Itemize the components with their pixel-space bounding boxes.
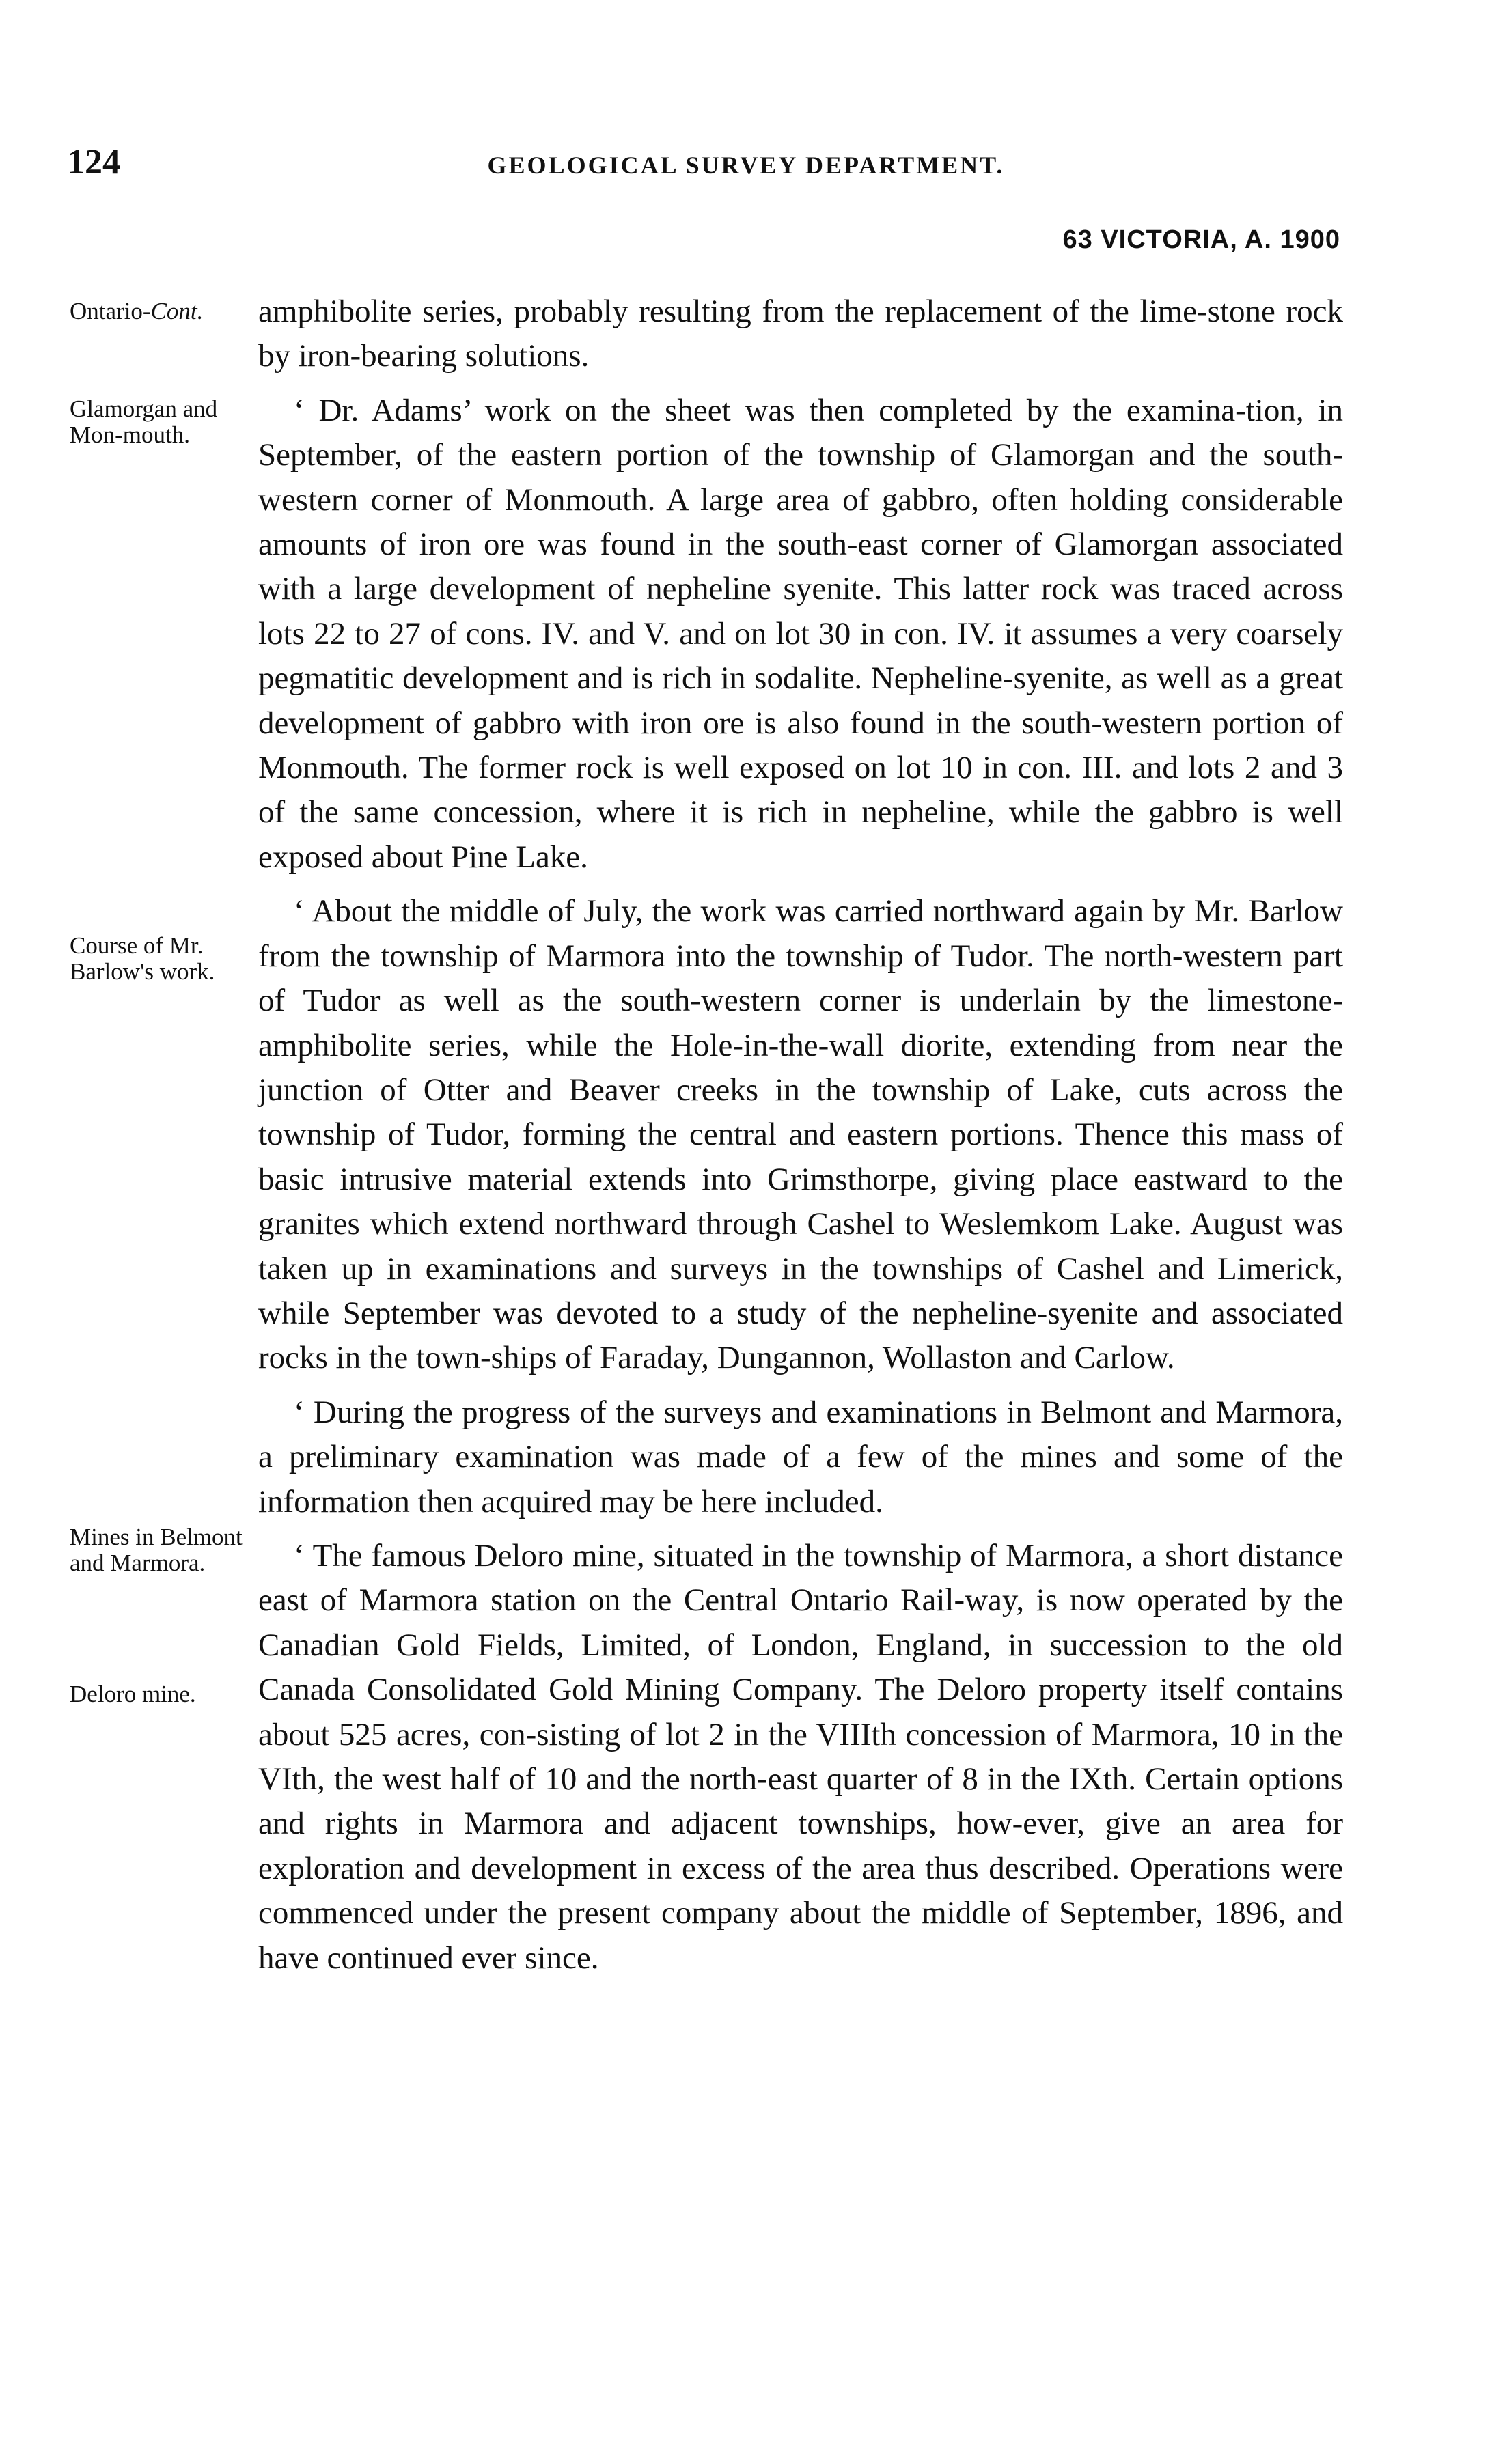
body-text [258,290,1343,1990]
session-designation: 63 VICTORIA, A. 1900 [1062,225,1340,254]
sidenote-barlow-work: Course of Mr. Barlow's work. [70,932,215,985]
paragraph-barlow: ‘ About the middle of July, the work was carried northward again by Mr. Barlow from the township of Marmora into the township of Tudor. The north-western part of Tudor as well as the south-western corner is underlain by the limestone-amphibolite series, while the Hole-in-the-wall diorite, extending from near the junction of Otter and Beaver creeks in the township of Lake, cuts across the township of Tudor, forming the central and eastern portions. Thence this mass of basic intrusive material extends into Grimsthorpe, giving place eastward to the granites which extend northward through Cashel to Weslemkom Lake. August was taken up in examinations and surveys in the townships of Cashel and Limerick, while September was devoted to a study of the nepheline-syenite and associated rocks in the town-ships of Faraday, Dungannon, Wollaston and Carlow. [258,893,1343,1376]
paragraph-continuation: amphibolite series, probably resulting from the replacement of the lime-stone rock by iron-bearing solutions. [258,294,1343,374]
paragraph-mines: ‘ During the progress of the surveys and examinations in Belmont and Marmora, a preliminary examination was made of a few of the mines and some of the information then acquired may be here included. [258,1394,1343,1520]
page-number: 124 [67,143,120,182]
sidenote-suffix: Cont. [150,298,204,324]
sidenote-prefix: Ontario- [70,298,151,324]
sidenote-deloro-mine: Deloro mine. [70,1681,196,1707]
sidenote-glamorgan-monmouth: Glamorgan and Mon-mouth. [70,395,218,448]
sidenote-mines-belmont-marmora: Mines in Belmont and Marmora. [70,1524,243,1576]
sidenote-ontario-cont [70,298,254,324]
running-title: GEOLOGICAL SURVEY DEPARTMENT. [487,152,1005,179]
paragraph-glamorgan: ‘ Dr. Adams’ work on the sheet was then completed by the examina-tion, in September, of the eastern portion of the township of Glamorgan and the south-western corner of Monmouth. A large area of gabbro, often holding considerable amounts of iron ore was found in the south-east corner of Glamorgan associated with a large development of nepheline syenite. This latter rock was traced across lots 22 to 27 of cons. IV. and V. and on lot 30 in con. IV. it assumes a very coarsely pegmatitic development and is rich in sodalite. Nepheline-syenite, as well as a great development of gabbro with iron ore is also found in the south-western portion of Monmouth. The former rock is well exposed on lot 10 in con. III. and lots 2 and 3 of the same concession, where it is rich in nepheline, while the gabbro is well exposed about Pine Lake. [258,392,1343,875]
paragraph-deloro: ‘ The famous Deloro mine, situated in the township of Marmora, a short distance east of Marmora station on the Central Ontario Rail-way, is now operated by the Canadian Gold Fields, Limited, of London, England, in succession to the old Canada Consolidated Gold Mining Company. The Deloro property itself contains about 525 acres, con-sisting of lot 2 in the VIIIth concession of Marmora, 10 in the VIth, the west half of 10 and the north-east quarter of 8 in the IXth. Certain options and rights in Marmora and adjacent townships, how-ever, give an area for exploration and development in excess of the area thus described. Operations were commenced under the present company about the middle of September, 1896, and have continued ever since. [258,1537,1343,1976]
